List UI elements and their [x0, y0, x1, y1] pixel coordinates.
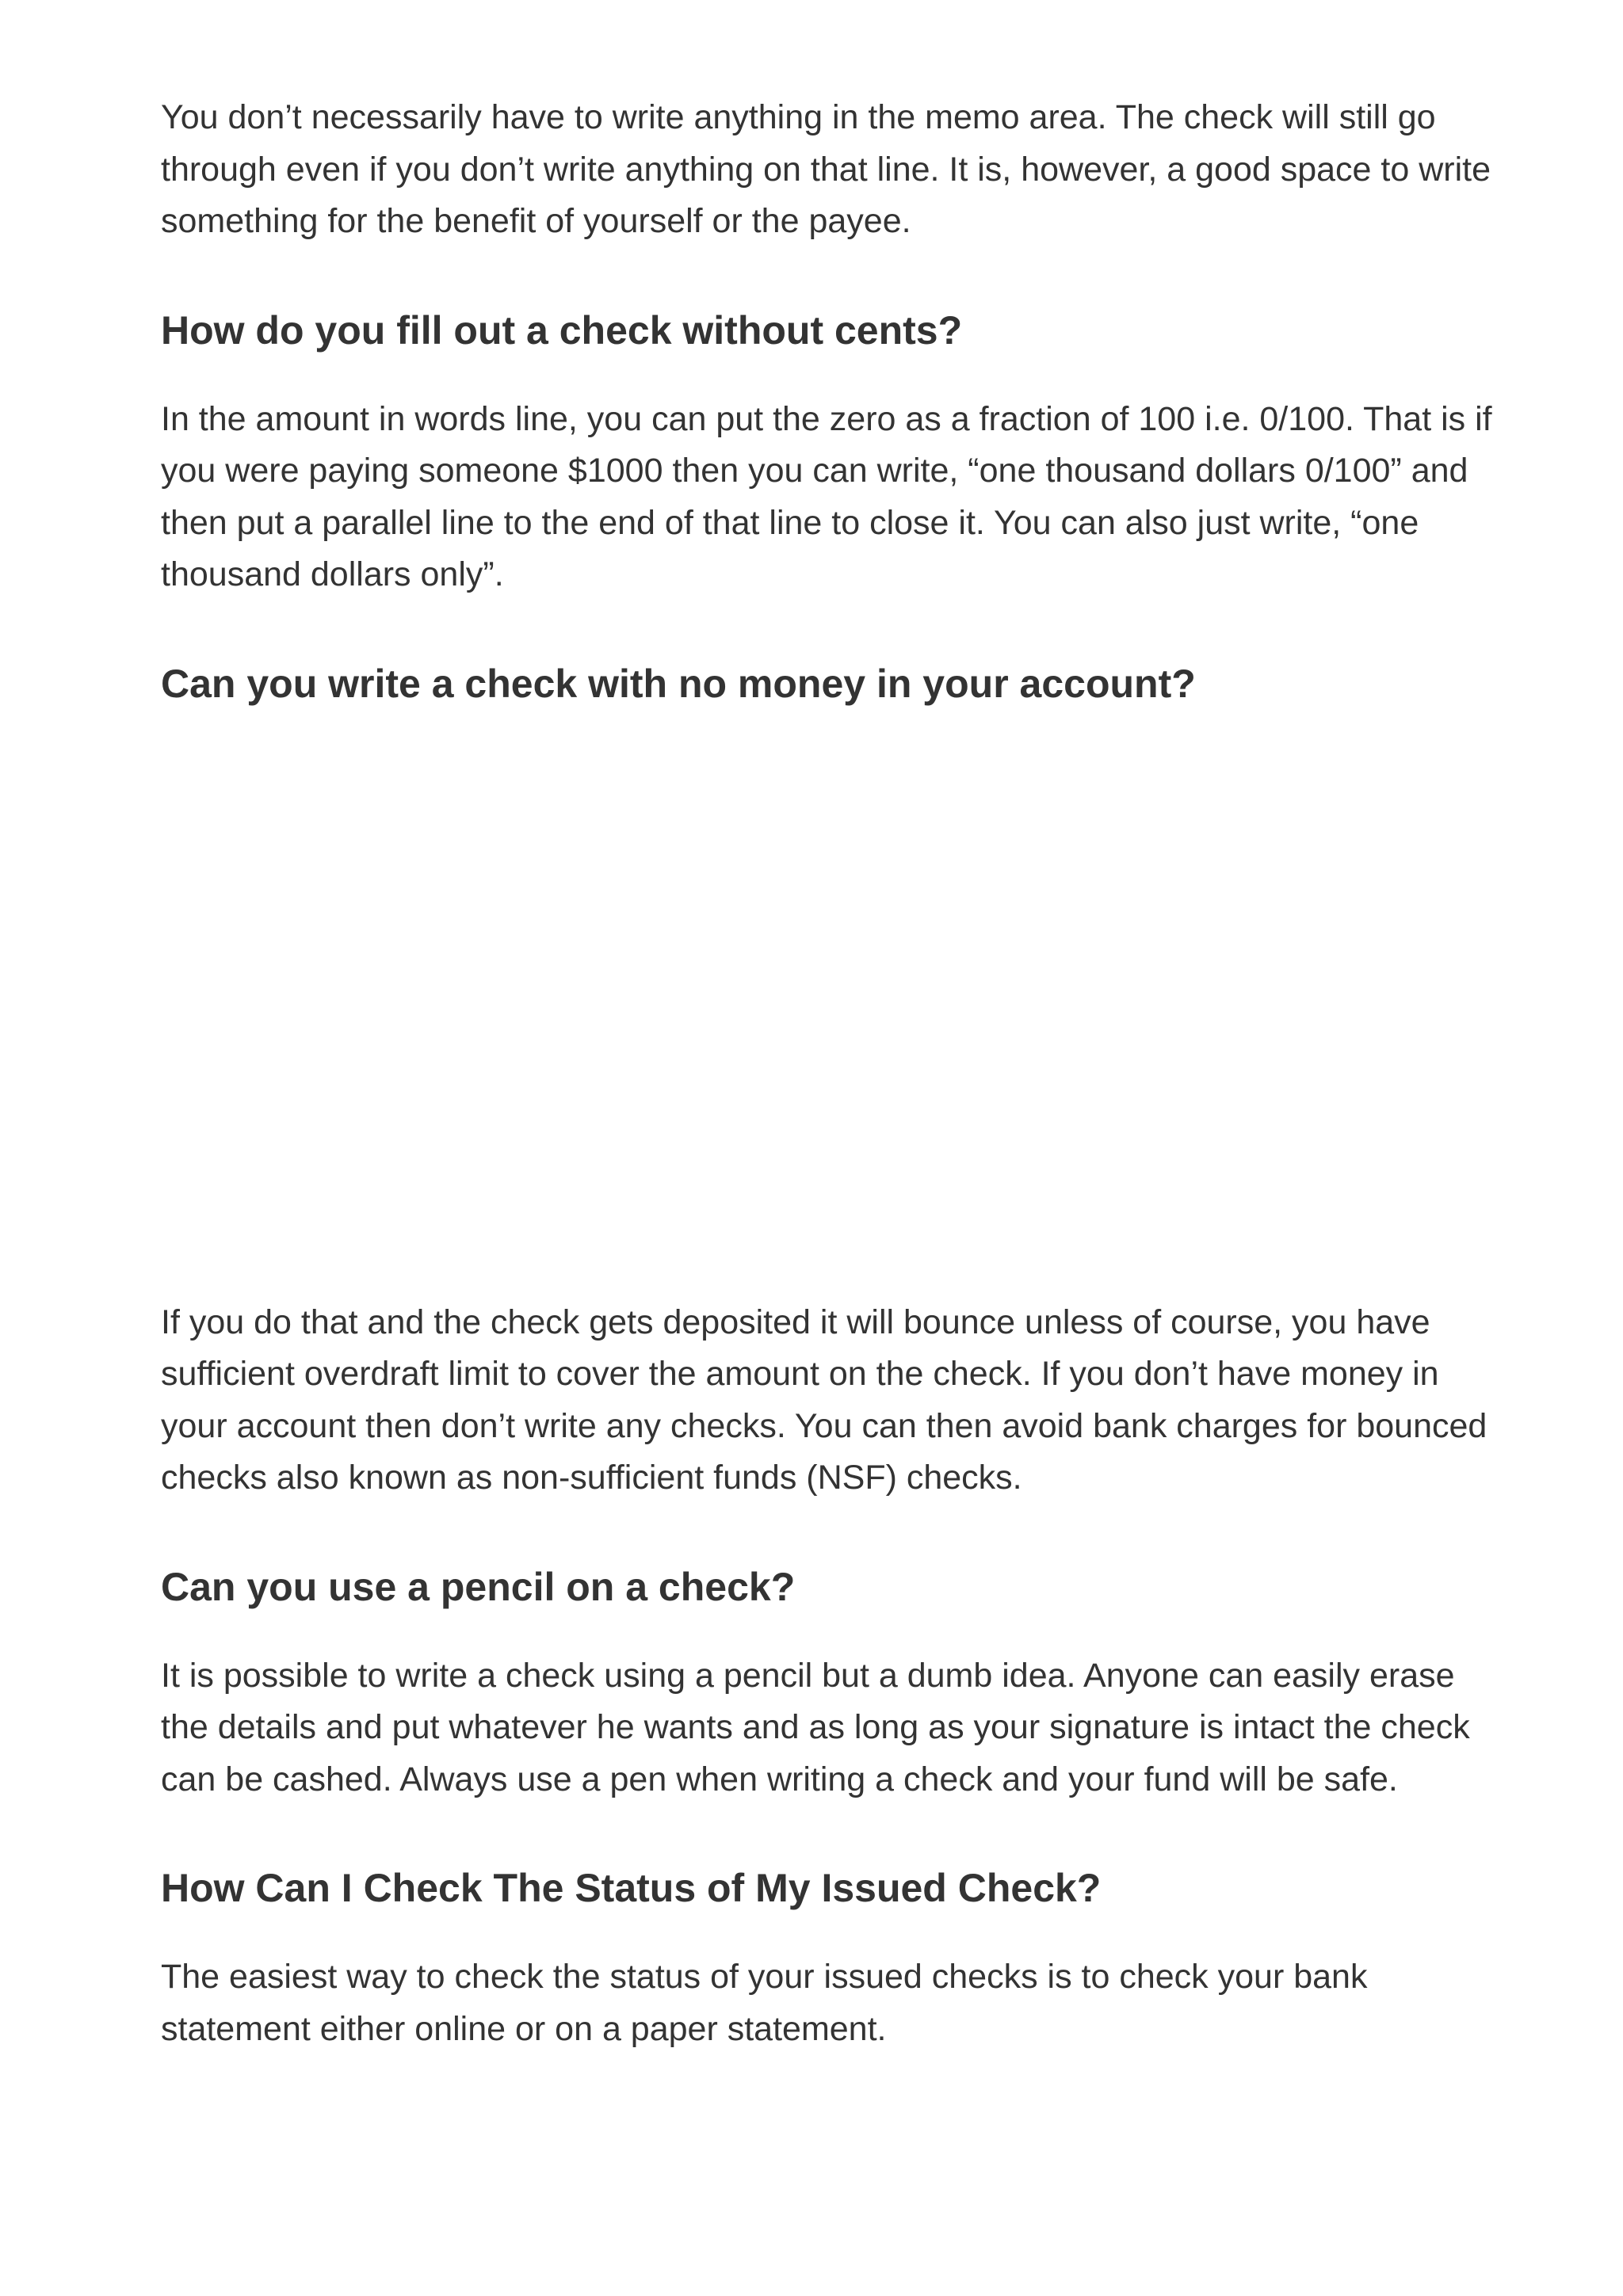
memo-paragraph: You don’t necessarily have to write anything in the memo area. The check will still go through even if you don’t write anything on that line. It is, however, a good space to write something for the benefit of yourself or the payee.	[161, 98, 1491, 240]
cents-paragraph: In the amount in words line, you can put the zero as a fraction of 100 i.e. 0/100. That is if you were paying someone $1000 then you can write, “one thousand dollars 0/100” and then put a parallel line to the end of that line to close it. You can also just write, “one thousand dollars only”.	[161, 399, 1492, 593]
no-money-heading: Can you write a check with no money in your account?	[161, 661, 1196, 706]
article-body	[161, 92, 1492, 2055]
pencil-heading: Can you use a pencil on a check?	[161, 1564, 796, 1609]
blank-ad-space	[161, 709, 1492, 1297]
no-money-paragraph: If you do that and the check gets deposited it will bounce unless of course, you have sufficient overdraft limit to cover the amount on the check. If you don’t have money in your account then don’t write any checks. You can then avoid bank charges for bounced checks also known as non-sufficient funds (NSF) checks.	[161, 1302, 1487, 1497]
cents-heading: How do you fill out a check without cents?	[161, 307, 963, 353]
status-heading: How Can I Check The Status of My Issued Check?	[161, 1866, 1102, 1910]
status-paragraph: The easiest way to check the status of your issued checks is to check your bank statement either online or on a paper statement.	[161, 1958, 1368, 2048]
pencil-paragraph: It is possible to write a check using a pencil but a dumb idea. Anyone can easily erase the details and put whatever he wants and as long as your signature is intact the check can be cashed. Always use a pen when writing a check and your fund will be safe.	[161, 1656, 1470, 1798]
